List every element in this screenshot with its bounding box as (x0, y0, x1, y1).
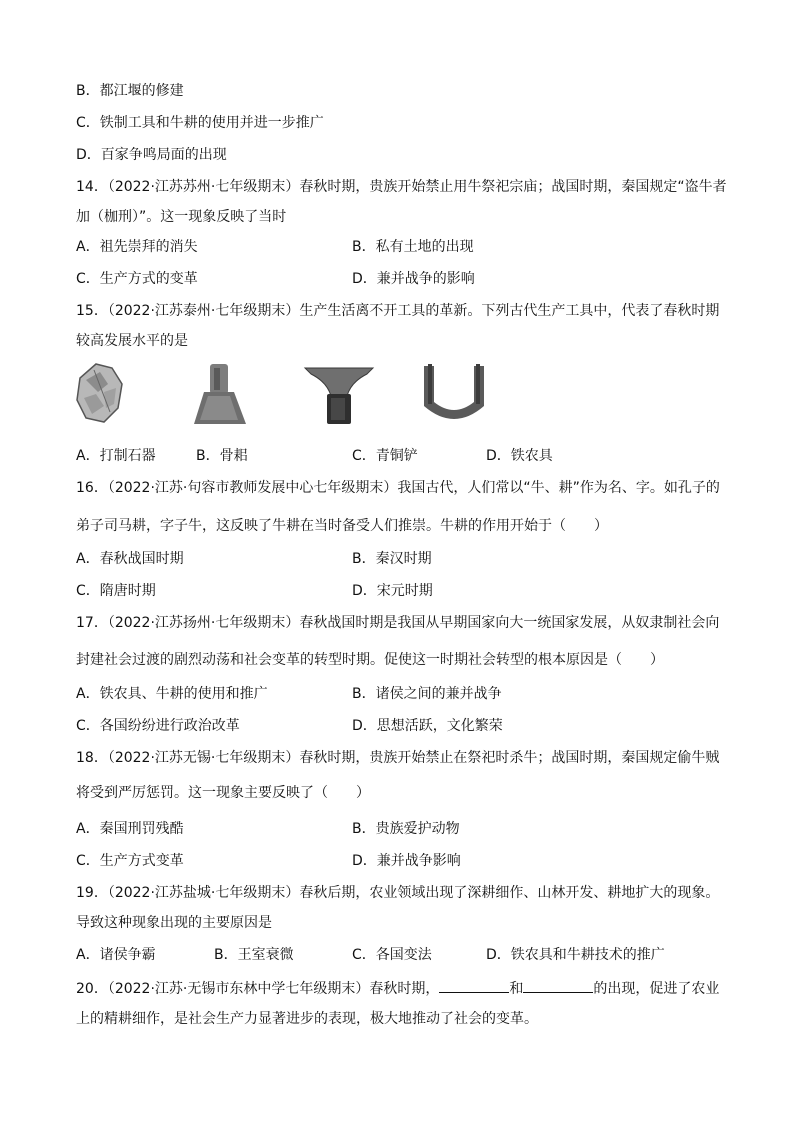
q16-option-c: C．隋唐时期 (76, 583, 156, 599)
q14-stem-line1: 14．（2022·江苏苏州·七年级期末）春秋时期，贵族开始禁止用牛祭祀宗庙；战国时期，秦国规定“盗牛者 (76, 179, 727, 195)
q18-option-a: A．秦国刑罚残酷 (76, 821, 184, 837)
q16-stem-line2: 弟子司马耕，字子牛，这反映了牛耕在当时备受人们推崇。牛耕的作用开始于（ ） (76, 518, 608, 534)
q15-option-a: A．打制石器 (76, 448, 156, 464)
q17-option-d: D．思想活跃，文化繁荣 (352, 718, 503, 734)
q18-stem-line2: 将受到严厉惩罚。这一现象主要反映了（ ） (76, 785, 370, 801)
q14-option-c: C．生产方式的变革 (76, 271, 198, 287)
q20-stem-part1: 20．（2022·江苏·无锡市东林中学七年级期末）春秋时期， (76, 981, 440, 997)
q15-stem-line2: 较高发展水平的是 (76, 333, 188, 349)
bronze-shovel-image (303, 362, 375, 432)
bone-spade-image (190, 362, 250, 432)
q14-option-b: B．私有土地的出现 (352, 239, 474, 255)
q20-stem-part3: 的出现，促进了农业 (593, 981, 720, 997)
q17-option-b: B．诸侯之间的兼并战争 (352, 686, 502, 702)
q18-option-d: D．兼并战争影响 (352, 853, 461, 869)
q17-stem-line2: 封建社会过渡的剧烈动荡和社会变革的转型时期。促使这一时期社会转型的根本原因是（ ） (76, 652, 664, 668)
q15-option-b: B．骨耜 (196, 448, 248, 464)
q18-stem-line1: 18．（2022·江苏无锡·七年级期末）春秋时期，贵族开始禁止在祭祀时杀牛；战国时期，秦国规定偷牛贼 (76, 750, 720, 766)
option-d: D．百家争鸣局面的出现 (76, 147, 227, 163)
q16-option-a: A．春秋战国时期 (76, 551, 184, 567)
q20-blank-1[interactable] (439, 977, 509, 993)
q16-stem-line1: 16．（2022·江苏·句容市教师发展中心七年级期末）我国古代，人们常以“牛、耕”作为名、字。如孔子的 (76, 480, 720, 496)
q15-option-c: C．青铜铲 (352, 448, 418, 464)
q19-option-b: B．王室衰微 (214, 947, 294, 963)
q18-option-c: C．生产方式变革 (76, 853, 184, 869)
q16-option-b: B．秦汉时期 (352, 551, 432, 567)
q17-stem-line1: 17．（2022·江苏扬州·七年级期末）春秋战国时期是我国从早期国家向大一统国家发展，从奴隶制社会向 (76, 615, 720, 631)
q15-option-d: D．铁农具 (486, 448, 553, 464)
q19-option-a: A．诸侯争霸 (76, 947, 156, 963)
q20-stem-part2: 和 (509, 981, 524, 997)
q20-stem-line2: 上的精耕细作，是社会生产力显著进步的表现，极大地推动了社会的变革。 (76, 1011, 538, 1027)
q19-option-d: D．铁农具和牛耕技术的推广 (486, 947, 665, 963)
q15-stem-line1: 15．（2022·江苏泰州·七年级期末）生产生活离不开工具的革新。下列古代生产工具中，代表了春秋时期 (76, 303, 720, 319)
q20-stem-line1 (76, 977, 719, 999)
option-b: B．都江堰的修建 (76, 83, 184, 99)
q17-option-c: C．各国纷纷进行政治改革 (76, 718, 240, 734)
q19-stem-line2: 导致这种现象出现的主要原因是 (76, 915, 272, 931)
q14-stem-line2: 加（枷刑）”。这一现象反映了当时 (76, 209, 287, 225)
q19-stem-line1: 19．（2022·江苏盐城·七年级期末）春秋后期，农业领域出现了深耕细作、山林开发、耕地扩大的现象。 (76, 885, 720, 901)
q18-option-b: B．贵族爱护动物 (352, 821, 460, 837)
q17-option-a: A．铁农具、牛耕的使用和推广 (76, 686, 268, 702)
q20-blank-2[interactable] (523, 977, 593, 993)
q14-option-d: D．兼并战争的影响 (352, 271, 475, 287)
option-c: C．铁制工具和牛耕的使用并进一步推广 (76, 115, 324, 131)
iron-farm-tool-image (420, 362, 488, 432)
q19-option-c: C．各国变法 (352, 947, 432, 963)
chipped-stone-tool-image (74, 362, 124, 428)
q14-option-a: A．祖先崇拜的消失 (76, 239, 198, 255)
q16-option-d: D．宋元时期 (352, 583, 433, 599)
